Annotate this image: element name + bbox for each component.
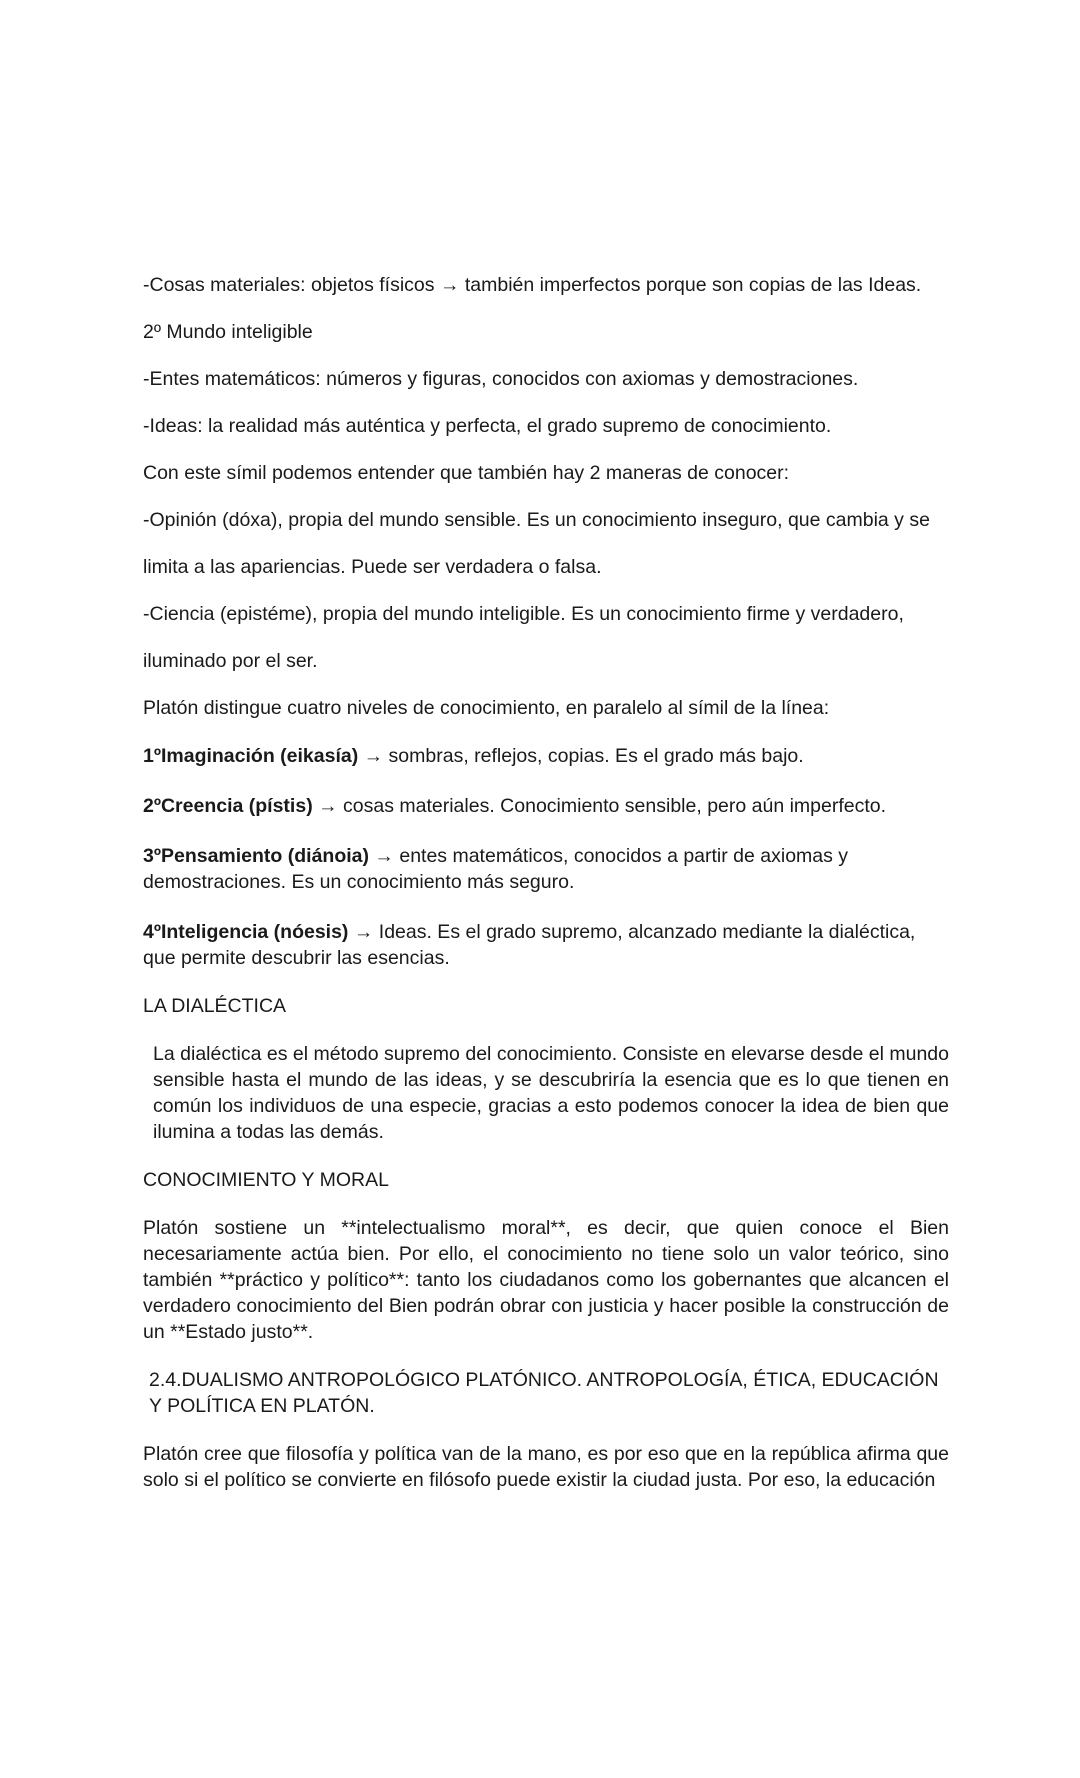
paragraph-conocimiento-moral: Platón sostiene un **intelectualismo moral**, es decir, que quien conoce el Bien necesariamente actúa bien. Por ello, el conocimiento no tiene solo un valor teórico, sino también **práctico y político**: tanto los ciudadanos como los gobernantes que alcancen el verdadero conocimiento del Bien podrán obrar con justicia y hacer posible la construcción de un **Estado justo**. (143, 1217, 949, 1343)
heading-dualismo: 2.4.DUALISMO ANTROPOLÓGICO PLATÓNICO. ANTROPOLOGÍA, ÉTICA, EDUCACIÓN Y POLÍTICA EN PLATÓN. (149, 1369, 939, 1417)
heading-conocimiento-moral: CONOCIMIENTO Y MORAL (143, 1169, 389, 1191)
level-imaginacion-label: 1ºImaginación (eikasía) (143, 745, 359, 767)
heading-dialectica: LA DIALÉCTICA (143, 995, 287, 1017)
paragraph-opinion-line1: -Opinión (dóxa), propia del mundo sensible. Es un conocimiento inseguro, que cambia y se (143, 509, 930, 531)
paragraph-opinion-line2: limita a las apariencias. Puede ser verdadera o falsa. (143, 556, 602, 578)
level-pensamiento-text: → entes matemáticos, conocidos a partir de axiomas y demostraciones. Es un conocimiento más seguro. (143, 845, 849, 893)
paragraph-simil: Con este símil podemos entender que también hay 2 maneras de conocer: (143, 462, 790, 484)
paragraph-ciencia-line2: iluminado por el ser. (143, 650, 318, 672)
level-pensamiento-label: 3ºPensamiento (diánoia) (143, 845, 370, 867)
level-inteligencia-text: → Ideas. Es el grado supremo, alcanzado mediante la dialéctica, que permite descubrir las esencias. (143, 921, 916, 969)
paragraph-dialectica: La dialéctica es el método supremo del conocimiento. Consiste en elevarse desde el mundo sensible hasta el mundo de las ideas, y se descubriría la esencia que es lo que tienen en común los individuos de una especie, gracias a esto podemos conocer la idea de bien que ilumina a todas las demás. (153, 1043, 949, 1143)
level-imaginacion-text: → sombras, reflejos, copias. Es el grado más bajo. (358, 745, 804, 767)
paragraph-mundo-inteligible: 2º Mundo inteligible (143, 321, 313, 343)
level-pensamiento (143, 843, 949, 895)
paragraph-cosas-materiales: -Cosas materiales: objetos físicos → también imperfectos porque son copias de las Ideas. (143, 274, 922, 296)
paragraph-ideas: -Ideas: la realidad más auténtica y perfecta, el grado supremo de conocimiento. (143, 415, 832, 437)
paragraph-entes-matematicos: -Entes matemáticos: números y figuras, conocidos con axiomas y demostraciones. (143, 368, 859, 390)
paragraph-filosofia-politica: Platón cree que filosofía y política van de la mano, es por eso que en la república afirma que solo si el político se convierte en filósofo puede existir la ciudad justa. Por eso, la educación (143, 1443, 949, 1491)
level-imaginacion (143, 743, 949, 769)
document-page (143, 272, 949, 1493)
level-creencia-text: → cosas materiales. Conocimiento sensible, pero aún imperfecto. (312, 795, 887, 817)
level-inteligencia (143, 919, 949, 971)
level-inteligencia-label: 4ºInteligencia (nóesis) (143, 921, 349, 943)
level-creencia (143, 793, 949, 819)
paragraph-ciencia-line1: -Ciencia (epistéme), propia del mundo inteligible. Es un conocimiento firme y verdadero, (143, 603, 904, 625)
level-creencia-label: 2ºCreencia (pístis) (143, 795, 313, 817)
paragraph-niveles: Platón distingue cuatro niveles de conocimiento, en paralelo al símil de la línea: (143, 697, 830, 719)
